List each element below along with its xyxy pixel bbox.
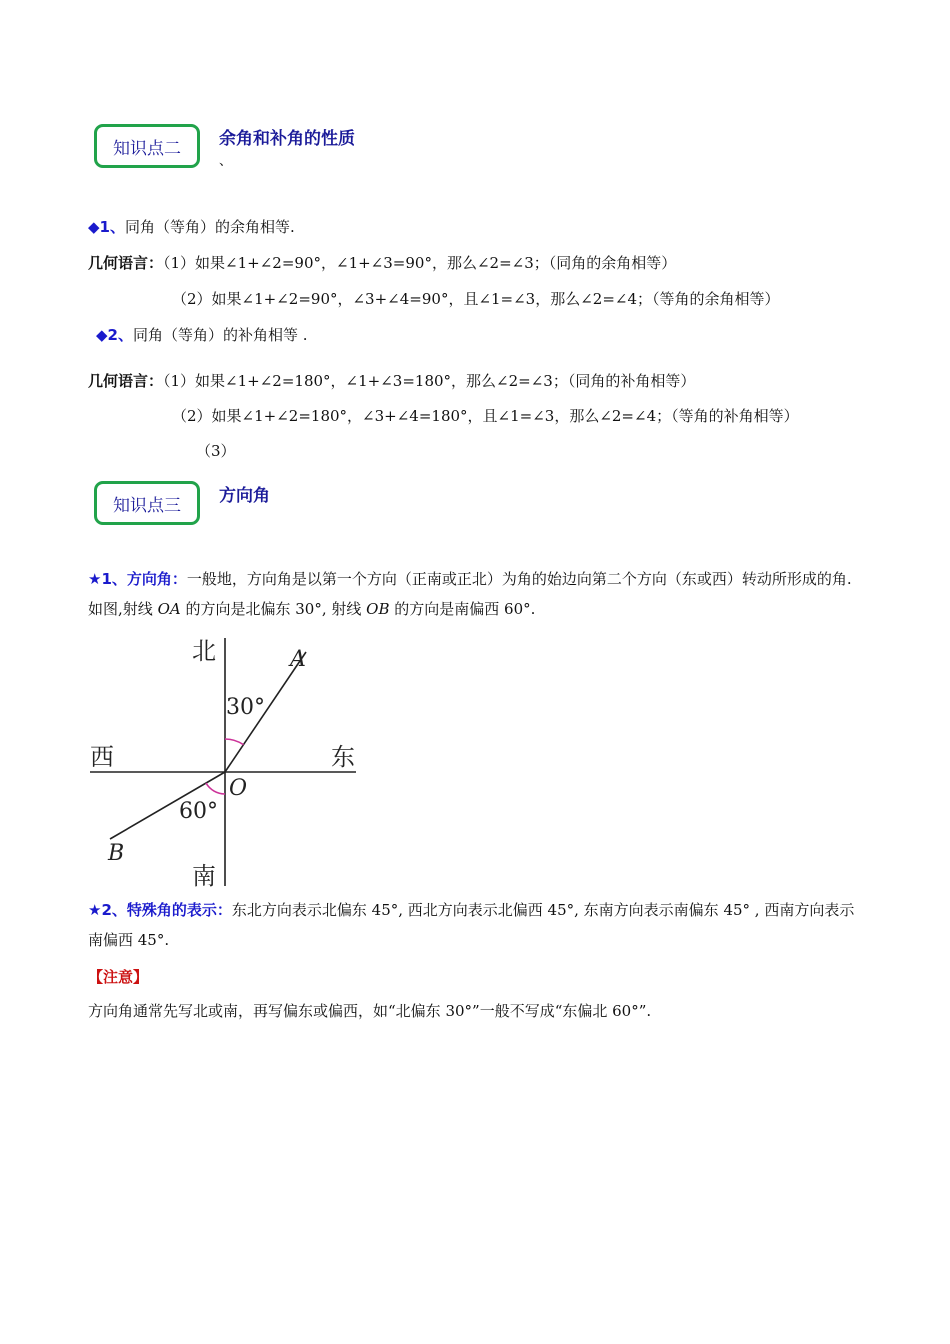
direction-angle-text-b: 的方向是北偏东 30°, 射线 (185, 600, 362, 618)
angle-30-label: 30° (226, 695, 265, 720)
arc-60 (206, 783, 225, 794)
direction-angle-definition (88, 564, 863, 624)
north-label: 北 (192, 637, 216, 665)
direction-angle-text-c: 的方向是南偏西 60°. (394, 600, 536, 618)
geo-language-2-line3: （3） (196, 442, 236, 460)
special-angles-text: 东北方向表示北偏东 45°, 西北方向表示北偏西 45°, 东南方向表示南偏东 45° , 西南方向表示南偏西 45°. (88, 901, 855, 949)
geo-language-2 (88, 370, 695, 391)
origin-label: O (229, 776, 248, 801)
property-1-text: 同角（等角）的余角相等. (124, 218, 295, 236)
section3-title: 方向角 (219, 486, 270, 506)
knowledge-box-2-label: 知识点二 (113, 138, 181, 159)
section2-title: 余角和补角的性质 (219, 129, 355, 149)
geo-language-2-line1: （1）如果∠1+∠2=180°，∠1+∠3=180°，那么∠2=∠3；（同角的补角相等） (163, 372, 696, 390)
knowledge-box-3-label: 知识点三 (113, 495, 181, 516)
property-1-marker: ◆1、 (88, 218, 125, 236)
note-text: 方向角通常先写北或南，再写偏东或偏西，如“北偏东 30°”一般不写成“东偏北 60°”. (88, 1002, 652, 1020)
property-2-marker: ◆2、 (96, 326, 133, 344)
property-2-text: 同角（等角）的补角相等 . (132, 326, 308, 344)
geo-language-1 (88, 252, 676, 273)
geo-language-1-label: 几何语言： (88, 254, 164, 272)
angle-60-label: 60° (179, 799, 218, 824)
geo-language-1-line1: （1）如果∠1+∠2=90°，∠1+∠3=90°，那么∠2=∠3；（同角的余角相等） (163, 254, 677, 272)
direction-angle-marker: ★1、方向角： (88, 570, 187, 588)
special-angles (88, 895, 863, 955)
property-1 (88, 216, 295, 237)
point-b-label: B (108, 841, 125, 866)
arc-30 (225, 739, 244, 745)
point-a-label: A (290, 647, 306, 672)
note-label: 【注意】 (88, 968, 149, 986)
west-label: 西 (90, 743, 114, 771)
ray-ob-label: OB (366, 600, 390, 618)
property-2 (96, 324, 308, 345)
geo-language-2-line2: （2）如果∠1+∠2=180°，∠3+∠4=180°，且∠1=∠3，那么∠2=∠4；（等角的补角相等） (172, 407, 799, 425)
knowledge-box-2 (94, 124, 200, 168)
knowledge-box-3 (94, 481, 200, 525)
east-label: 东 (331, 743, 355, 771)
geo-language-2-label: 几何语言： (88, 372, 164, 390)
geo-language-1-line2: （2）如果∠1+∠2=90°，∠3+∠4=90°，且∠1=∠3，那么∠2=∠4；（等角的余角相等） (172, 290, 780, 308)
direction-angle-text-a: 一般地，方向角是以第一个方向（正南或正北）为角的始边向第二个方向（东或西）转动所形成的角. 如图,射线 (88, 570, 852, 618)
south-label: 南 (192, 862, 216, 890)
direction-angle-figure (82, 632, 362, 892)
special-angles-marker: ★2、特殊角的表示： (88, 901, 232, 919)
section2-title-mark: 、 (219, 154, 233, 169)
ray-oa-label: OA (157, 600, 181, 618)
